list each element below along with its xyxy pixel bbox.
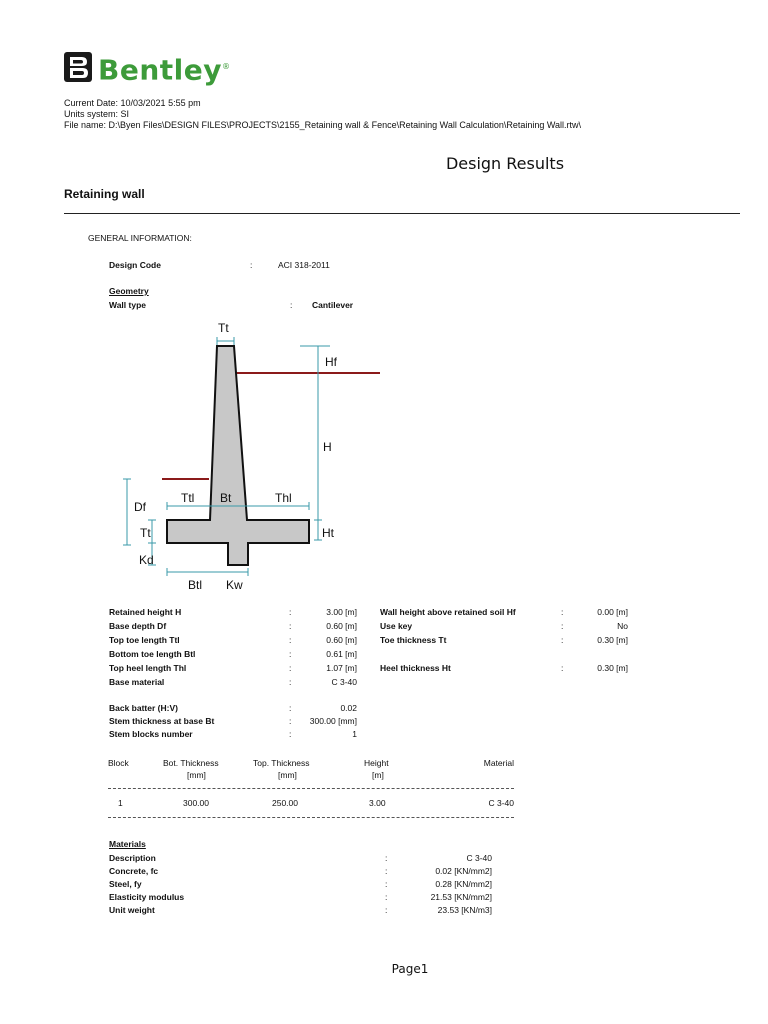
- material-value: 0.28 [KN/mm2]: [435, 879, 492, 889]
- param-label: Stem thickness at base Bt: [109, 716, 215, 726]
- param-label: Retained height H: [109, 607, 182, 617]
- param-value: 0.30 [m]: [597, 663, 628, 673]
- cell-top-thickness: 250.00: [272, 798, 298, 808]
- material-colon: :: [385, 892, 388, 902]
- material-value: 23.53 [KN/m3]: [437, 905, 492, 915]
- param-value: 0.60 [m]: [326, 621, 357, 631]
- label-hf: Hf: [325, 355, 337, 369]
- param-label: Use key: [380, 621, 413, 631]
- param-colon: :: [289, 621, 292, 631]
- label-tt-side: Tt: [140, 526, 151, 540]
- material-label: Steel, fy: [109, 879, 142, 889]
- table-divider-top: [108, 788, 514, 789]
- param-colon: :: [561, 607, 564, 617]
- param-value: 1: [352, 729, 357, 739]
- wall-section: [167, 346, 309, 565]
- wall-type-value: Cantilever: [312, 300, 354, 310]
- label-btl: Btl: [188, 578, 203, 592]
- section-divider: [64, 213, 740, 214]
- param-colon: :: [289, 649, 292, 659]
- cell-height: 3.00: [369, 798, 386, 808]
- param-label: Base depth Df: [109, 621, 167, 631]
- label-bt: Bt: [220, 491, 232, 505]
- col-header-height: Height: [364, 758, 389, 768]
- param-label: Wall height above retained soil Hf: [380, 607, 516, 617]
- param-label: Top heel length Thl: [109, 663, 187, 673]
- col-unit-top-thickness: [mm]: [278, 770, 297, 780]
- material-value: C 3-40: [466, 853, 492, 863]
- cell-block: 1: [118, 798, 123, 808]
- param-colon: :: [289, 677, 292, 687]
- param-label: Back batter (H:V): [109, 703, 178, 713]
- param-colon: :: [289, 607, 292, 617]
- cell-material: C 3-40: [488, 798, 514, 808]
- label-kd: Kd: [139, 553, 154, 567]
- col-header-top-thickness: Top. Thickness: [253, 758, 310, 768]
- label-kw: Kw: [226, 578, 243, 592]
- material-label: Description: [109, 853, 156, 863]
- param-colon: :: [561, 621, 564, 631]
- material-label: Concrete, fc: [109, 866, 159, 876]
- material-label: Elasticity modulus: [109, 892, 185, 902]
- param-label: Bottom toe length Btl: [109, 649, 196, 659]
- param-value: 0.30 [m]: [597, 635, 628, 645]
- param-label: Top toe length Ttl: [109, 635, 180, 645]
- label-ttl: Ttl: [181, 491, 195, 505]
- label-tt-top: Tt: [218, 321, 229, 335]
- col-header-block: Block: [108, 758, 129, 768]
- section-title: Retaining wall: [64, 187, 145, 201]
- general-heading: GENERAL INFORMATION:: [88, 233, 192, 243]
- blocks-table: [108, 758, 518, 828]
- param-value: 1.07 [m]: [326, 663, 357, 673]
- param-colon: :: [289, 729, 292, 739]
- cell-bot-thickness: 300.00: [183, 798, 209, 808]
- param-value: 0.60 [m]: [326, 635, 357, 645]
- label-df: Df: [134, 500, 146, 514]
- param-colon: :: [289, 716, 292, 726]
- param-value: 300.00 [mm]: [309, 716, 357, 726]
- label-h: H: [323, 440, 332, 454]
- param-label: Heel thickness Ht: [380, 663, 451, 673]
- col-header-bot-thickness: Bot. Thickness: [163, 758, 219, 768]
- col-header-material: Material: [483, 758, 514, 768]
- design-code-label: Design Code: [109, 260, 161, 270]
- param-value: 0.61 [m]: [326, 649, 357, 659]
- material-colon: :: [385, 853, 388, 863]
- param-label: Base material: [109, 677, 165, 687]
- material-colon: :: [385, 866, 388, 876]
- param-value: C 3-40: [331, 677, 357, 687]
- col-unit-bot-thickness: [mm]: [187, 770, 206, 780]
- wall-type-colon: :: [290, 300, 293, 310]
- material-value: 21.53 [KN/mm2]: [430, 892, 492, 902]
- bentley-logo: [62, 48, 231, 88]
- param-colon: :: [561, 663, 564, 673]
- param-colon: :: [561, 635, 564, 645]
- wall-type-label: Wall type: [109, 300, 146, 310]
- param-value: 0.00 [m]: [597, 607, 628, 617]
- current-date: Current Date: 10/03/2021 5:55 pm: [64, 98, 201, 108]
- materials-heading: Materials: [109, 839, 146, 849]
- param-colon: :: [289, 635, 292, 645]
- param-label: Stem blocks number: [109, 729, 193, 739]
- file-name: File name: D:\Byen Files\DESIGN FILES\PROJECTS\2155_Retaining wall & Fence\Retaining Wall Calculation\Retaining Wall.rtw\: [64, 120, 582, 130]
- param-value: 0.02: [340, 703, 357, 713]
- material-colon: :: [385, 879, 388, 889]
- param-colon: :: [289, 703, 292, 713]
- material-colon: :: [385, 905, 388, 915]
- units-system: Units system: SI: [64, 109, 130, 119]
- param-label: Toe thickness Tt: [380, 635, 447, 645]
- brand-name: Bentley®: [98, 53, 231, 87]
- page-title: Design Results: [445, 154, 565, 173]
- design-code-value: ACI 318-2011: [278, 260, 330, 270]
- page-number: Page1: [391, 962, 429, 976]
- wall-diagram: [120, 318, 390, 593]
- param-value: No: [617, 621, 628, 631]
- label-thl: Thl: [275, 491, 292, 505]
- table-divider-bottom: [108, 817, 514, 818]
- material-value: 0.02 [KN/mm2]: [435, 866, 492, 876]
- design-code-colon: :: [250, 260, 253, 270]
- param-colon: :: [289, 663, 292, 673]
- label-ht: Ht: [322, 526, 334, 540]
- material-label: Unit weight: [109, 905, 155, 915]
- geometry-heading: Geometry: [109, 286, 149, 296]
- col-unit-height: [m]: [372, 770, 384, 780]
- param-value: 3.00 [m]: [326, 607, 357, 617]
- bentley-b-icon: [62, 50, 94, 84]
